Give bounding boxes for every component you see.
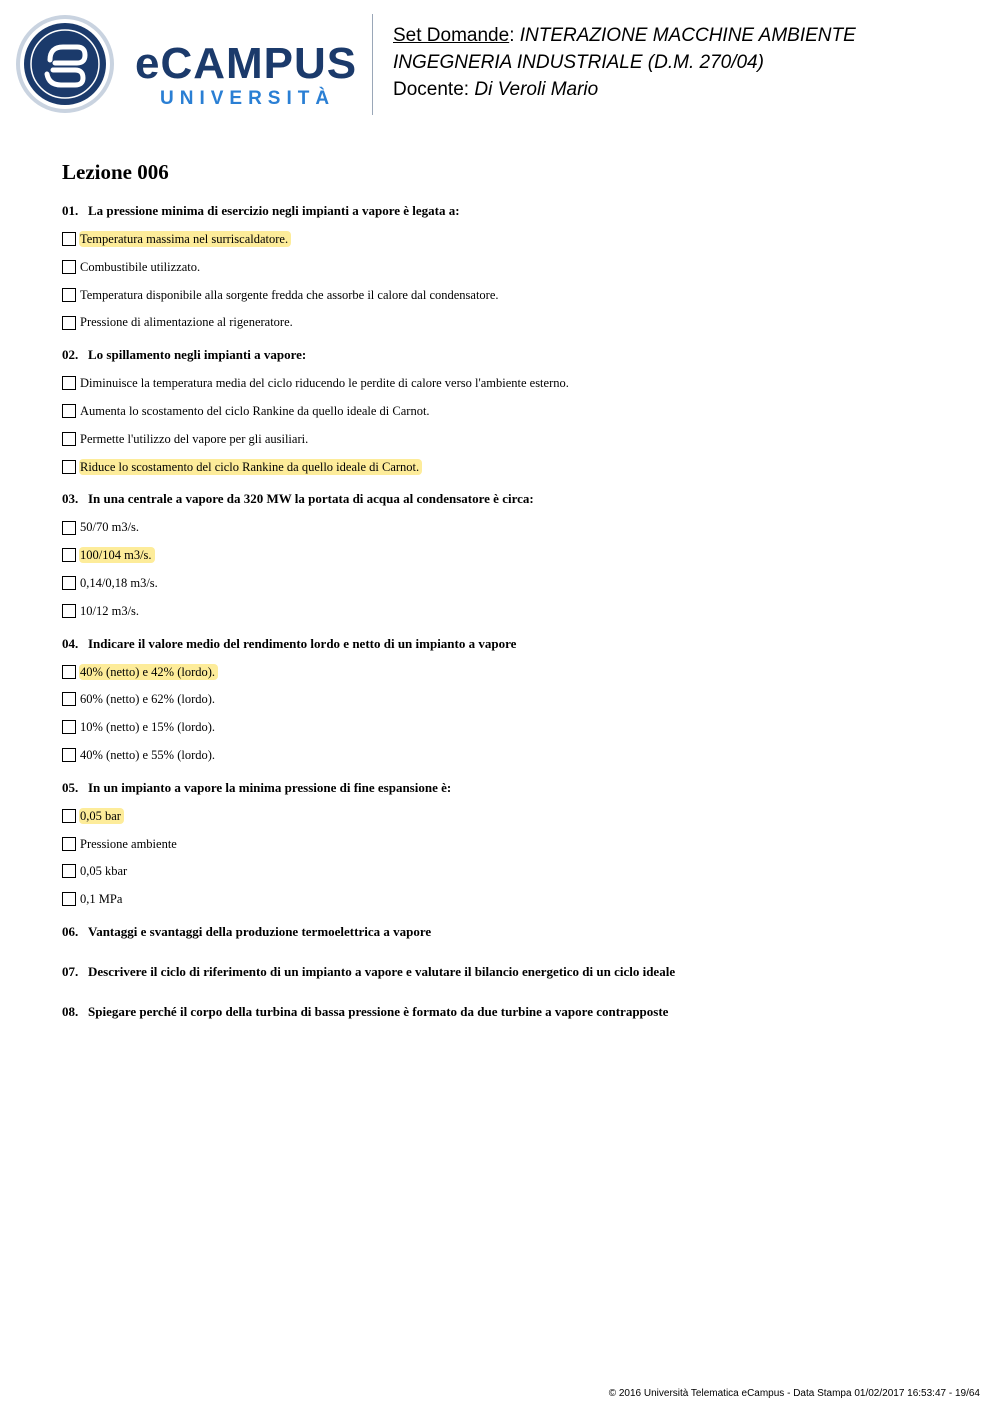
question-text: [62, 347, 962, 363]
question-05: [62, 780, 962, 924]
answer-options: [62, 808, 962, 907]
answer-option[interactable]: [62, 287, 962, 303]
set-label: Set Domande: [393, 25, 510, 46]
ecampus-logo: [15, 14, 375, 116]
answer-label: Pressione ambiente: [80, 836, 177, 851]
question-label: In un impianto a vapore la minima pressione di fine espansione è:: [88, 779, 452, 795]
answer-label: Combustibile utilizzato.: [80, 259, 201, 274]
answer-label: 10/12 m3/s.: [80, 603, 140, 618]
correct-answer-label: 100/104 m3/s.: [79, 547, 155, 563]
checkbox[interactable]: [62, 548, 76, 562]
answer-option[interactable]: [62, 664, 962, 680]
question-label: Vantaggi e svantaggi della produzione termoelettrica a vapore: [88, 923, 432, 939]
question-number: 05.: [62, 779, 79, 795]
answer-label: 0,14/0,18 m3/s.: [80, 575, 158, 590]
answer-label: Pressione di alimentazione al rigeneratore.: [80, 315, 293, 330]
checkbox[interactable]: [62, 837, 76, 851]
question-label: La pressione minima di esercizio negli impianti a vapore è legata a:: [88, 203, 460, 218]
page-footer: © 2016 Università Telematica eCampus - Data Stampa 01/02/2017 16:53:47 - 19/64: [608, 1388, 980, 1399]
answer-options: [62, 231, 962, 330]
answer-option[interactable]: [62, 747, 962, 763]
answer-option[interactable]: [62, 431, 962, 447]
answer-option[interactable]: [62, 403, 962, 419]
question-03: [62, 491, 962, 635]
course-info: Set Domande: INTERAZIONE MACCHINE AMBIENTE INGEGNERIA INDUSTRIALE (D.M. 270/04) Docente: Di Veroli Mario: [393, 25, 856, 100]
answer-label: 10% (netto) e 15% (lordo).: [80, 720, 216, 735]
correct-answer-label: Temperatura massima nel surriscaldatore.: [79, 231, 291, 247]
answer-option[interactable]: [62, 719, 962, 735]
checkbox[interactable]: [62, 576, 76, 590]
checkbox[interactable]: [62, 316, 76, 330]
checkbox[interactable]: [62, 604, 76, 618]
checkbox[interactable]: [62, 864, 76, 878]
logo-brand-text: eCAMPUS: [135, 39, 358, 88]
answer-options: [62, 519, 962, 618]
answer-label: 0,1 MPa: [80, 892, 123, 907]
answer-label: Diminuisce la temperatura media del ciclo riducendo le perdite di calore verso l'ambiente esterno.: [80, 376, 569, 391]
question-number: 06.: [62, 923, 79, 939]
checkbox[interactable]: [62, 748, 76, 762]
question-number: 07.: [62, 963, 79, 979]
answer-option[interactable]: [62, 519, 962, 535]
checkbox[interactable]: [62, 232, 76, 246]
question-01: [62, 203, 962, 347]
answer-label: 40% (netto) e 55% (lordo).: [80, 747, 216, 762]
question-number: 04.: [62, 635, 79, 651]
answer-option[interactable]: [62, 575, 962, 591]
checkbox[interactable]: [62, 460, 76, 474]
question-label: Descrivere il ciclo di riferimento di un impianto a vapore e valutare il bilancio energetico di un ciclo ideale: [88, 963, 676, 979]
answer-label: 0,05 kbar: [80, 864, 128, 879]
question-label: Lo spillamento negli impianti a vapore:: [88, 347, 307, 363]
checkbox[interactable]: [62, 892, 76, 906]
header-divider: [372, 14, 373, 115]
question-label: In una centrale a vapore da 320 MW la portata di acqua al condensatore è circa:: [88, 491, 534, 507]
checkbox[interactable]: [62, 665, 76, 679]
question-text: [62, 924, 962, 940]
question-number: 01.: [62, 203, 79, 218]
ecampus-seal-icon: [15, 14, 115, 114]
answer-option[interactable]: [62, 808, 962, 824]
course-line-1: INTERAZIONE MACCHINE AMBIENTE: [519, 25, 856, 46]
question-06: [62, 924, 962, 940]
question-number: 08.: [62, 1003, 79, 1019]
answer-label: Permette l'utilizzo del vapore per gli ausiliari.: [80, 431, 309, 446]
teacher-label: Docente: [393, 79, 464, 100]
answer-option[interactable]: [62, 891, 962, 907]
answer-options: [62, 664, 962, 763]
answer-options: [62, 375, 962, 474]
question-text: [62, 780, 962, 796]
question-07: [62, 964, 962, 980]
question-text: [62, 491, 962, 507]
question-text: [62, 203, 962, 219]
checkbox[interactable]: [62, 376, 76, 390]
checkbox[interactable]: [62, 521, 76, 535]
answer-option[interactable]: [62, 259, 962, 275]
checkbox[interactable]: [62, 404, 76, 418]
answer-option[interactable]: [62, 547, 962, 563]
question-number: 02.: [62, 347, 79, 363]
correct-answer-label: Riduce lo scostamento del ciclo Rankine da quello ideale di Carnot.: [79, 459, 422, 475]
answer-label: Aumenta lo scostamento del ciclo Rankine da quello ideale di Carnot.: [80, 403, 430, 418]
answer-option[interactable]: [62, 231, 962, 247]
question-list: [62, 203, 962, 1044]
answer-option[interactable]: [62, 314, 962, 330]
course-line-2: INGEGNERIA INDUSTRIALE (D.M. 270/04): [393, 52, 764, 73]
logo-sub-text: UNIVERSITÀ: [160, 88, 336, 109]
question-label: Spiegare perché il corpo della turbina di bassa pressione è formato da due turbine a vapore contrapposte: [88, 1003, 669, 1019]
page-header: [0, 0, 1000, 130]
correct-answer-label: 0,05 bar: [79, 808, 124, 824]
checkbox[interactable]: [62, 260, 76, 274]
answer-option[interactable]: [62, 375, 962, 391]
checkbox[interactable]: [62, 288, 76, 302]
checkbox[interactable]: [62, 720, 76, 734]
answer-option[interactable]: [62, 863, 962, 879]
checkbox[interactable]: [62, 809, 76, 823]
question-text: [62, 1004, 962, 1020]
answer-option[interactable]: [62, 603, 962, 619]
checkbox[interactable]: [62, 692, 76, 706]
answer-option[interactable]: [62, 459, 962, 475]
question-02: [62, 347, 962, 491]
question-text: [62, 964, 962, 980]
answer-label: Temperatura disponibile alla sorgente fredda che assorbe il calore dal condensatore.: [80, 287, 499, 302]
correct-answer-label: 40% (netto) e 42% (lordo).: [79, 664, 218, 680]
checkbox[interactable]: [62, 432, 76, 446]
answer-label: 50/70 m3/s.: [80, 520, 140, 535]
question-08: [62, 1004, 962, 1020]
question-label: Indicare il valore medio del rendimento lordo e netto di un impianto a vapore: [88, 635, 517, 651]
teacher-name: Di Veroli Mario: [474, 79, 599, 100]
question-text: [62, 636, 962, 652]
question-04: [62, 636, 962, 780]
answer-label: 60% (netto) e 62% (lordo).: [80, 692, 216, 707]
answer-option[interactable]: [62, 836, 962, 852]
lesson-title: Lezione 006: [62, 160, 169, 184]
answer-option[interactable]: [62, 691, 962, 707]
question-number: 03.: [62, 491, 79, 507]
